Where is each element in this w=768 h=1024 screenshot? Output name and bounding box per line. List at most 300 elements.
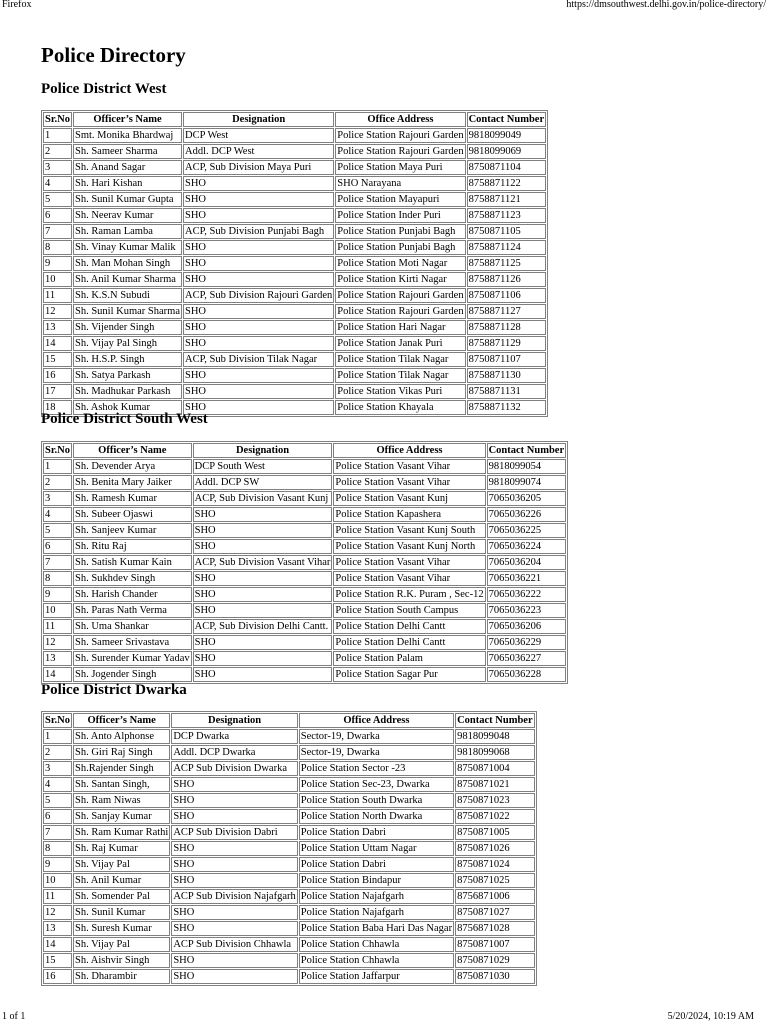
- cell-contact-number: 8750871023: [455, 793, 535, 808]
- cell-designation: SHO: [183, 336, 334, 351]
- cell-designation: ACP, Sub Division Delhi Cantt.: [193, 619, 333, 634]
- cell-officer-name: Sh. Vijay Pal: [73, 937, 170, 952]
- cell-contact-number: 9818099069: [467, 144, 547, 159]
- cell-office-address: Police Station Rajouri Garden: [337, 306, 464, 317]
- cell-officer-name: Sh. Hari Kishan: [73, 176, 182, 191]
- cell-officer-name: Sh. Vinay Kumar Malik: [73, 240, 182, 255]
- table-row: [43, 176, 546, 191]
- table-row: [43, 523, 566, 538]
- cell-designation: DCP South West: [193, 459, 333, 474]
- cell-office-address: Police Station Dabri: [299, 857, 454, 872]
- cell-sr-no: 3: [43, 491, 72, 506]
- cell-officer-name: Sh. Madhukar Parkash: [73, 384, 182, 399]
- cell-sr-no: 2: [43, 475, 72, 490]
- cell-office-address: Police Station Rajouri Garden: [337, 290, 464, 301]
- cell-officer-name: Sh. Ritu Raj: [73, 539, 192, 554]
- cell-sr-no: 8: [43, 571, 72, 586]
- cell-office-address: Sector-19, Dwarka: [299, 745, 454, 760]
- table-row: [43, 304, 546, 319]
- cell-contact-number: 8758871122: [467, 176, 547, 191]
- cell-officer-name: Sh. Sukhdev Singh: [73, 571, 192, 586]
- cell-sr-no: 10: [43, 873, 72, 888]
- cell-designation: SHO: [171, 809, 297, 824]
- cell-officer-name: Sh. Uma Shankar: [73, 619, 192, 634]
- cell-office-address: Police Station Delhi Cantt: [333, 635, 485, 650]
- cell-designation: SHO: [193, 603, 333, 618]
- cell-office-address: Police Station Palam: [333, 651, 485, 666]
- table-row: [43, 539, 566, 554]
- cell-officer-name: Sh. Sunil Kumar Sharma: [75, 306, 180, 317]
- table-row: [43, 841, 535, 856]
- column-header-contact-number: Contact Number: [457, 715, 533, 726]
- cell-contact-number: 7065036226: [487, 507, 567, 522]
- cell-contact-number: 8756871006: [455, 889, 535, 904]
- cell-office-address: Police Station Vasant Kunj North: [333, 539, 485, 554]
- cell-designation: SHO: [183, 384, 334, 399]
- cell-office-address: Police Station Kirti Nagar: [335, 272, 465, 287]
- cell-officer-name: Sh. Sanjay Kumar: [73, 809, 170, 824]
- cell-office-address: Police Station Chhawla: [299, 937, 454, 952]
- cell-contact-number: 8750871025: [455, 873, 535, 888]
- cell-designation: SHO: [171, 841, 297, 856]
- cell-designation: Addl. DCP Dwarka: [171, 745, 297, 760]
- cell-designation: Addl. DCP SW: [193, 475, 333, 490]
- table-row: [43, 555, 566, 570]
- table-row: [43, 761, 535, 776]
- cell-officer-name: Sh. Subeer Ojaswi: [73, 507, 192, 522]
- cell-designation: SHO: [183, 176, 334, 191]
- cell-officer-name: Sh. Ram Kumar Rathi: [75, 827, 169, 838]
- cell-contact-number: 7065036224: [487, 539, 567, 554]
- cell-officer-name: Sh. Surender Kumar Yadav: [75, 653, 190, 664]
- table-row: [43, 571, 566, 586]
- cell-designation: ACP Sub Division Najafgarh: [173, 891, 296, 902]
- cell-contact-number: 8750871021: [455, 777, 535, 792]
- cell-sr-no: 6: [43, 208, 72, 223]
- cell-sr-no: 4: [43, 777, 72, 792]
- cell-contact-number: 8758871130: [467, 368, 547, 383]
- cell-office-address: Police Station North Dwarka: [299, 809, 454, 824]
- cell-office-address: Police Station Vasant Vihar: [333, 555, 485, 570]
- cell-designation: SHO: [171, 953, 297, 968]
- table-row: [43, 777, 535, 792]
- cell-officer-name: Sh. Anil Kumar: [73, 873, 170, 888]
- cell-designation: ACP, Sub Division Tilak Nagar: [183, 352, 334, 367]
- cell-office-address: Police Station Vasant Kunj South: [333, 523, 485, 538]
- cell-sr-no: 13: [43, 651, 72, 666]
- cell-office-address: Police Station Tilak Nagar: [335, 368, 465, 383]
- cell-contact-number: 8750871027: [455, 905, 535, 920]
- cell-designation: SHO: [193, 523, 333, 538]
- table-row: [43, 507, 566, 522]
- cell-contact-number: 8758871128: [467, 320, 547, 335]
- cell-office-address: Police Station Vikas Puri: [335, 384, 465, 399]
- cell-sr-no: 8: [43, 841, 72, 856]
- cell-contact-number: 7065036225: [487, 523, 567, 538]
- table-row: [43, 857, 535, 872]
- cell-officer-name: Sh. Somender Pal: [73, 889, 170, 904]
- cell-designation: SHO: [171, 921, 297, 936]
- cell-designation: ACP, Sub Division Punjabi Bagh: [183, 224, 334, 239]
- table-header-row: [43, 713, 535, 728]
- cell-officer-name: Sh. Ashok Kumar: [73, 400, 182, 415]
- cell-designation: SHO: [171, 969, 297, 984]
- table-row: [43, 745, 535, 760]
- cell-office-address: Police Station South Campus: [333, 603, 485, 618]
- cell-sr-no: 12: [43, 635, 72, 650]
- cell-sr-no: 11: [43, 288, 72, 303]
- cell-designation: SHO: [171, 873, 297, 888]
- cell-contact-number: 7065036229: [487, 635, 567, 650]
- cell-sr-no: 2: [43, 745, 72, 760]
- cell-officer-name: Sh. Suresh Kumar: [73, 921, 170, 936]
- cell-office-address: Police Station Vasant Vihar: [333, 459, 485, 474]
- cell-contact-number: 8750871005: [455, 825, 535, 840]
- cell-sr-no: 11: [43, 619, 72, 634]
- cell-contact-number: 7065036206: [487, 619, 567, 634]
- cell-office-address: Police Station Baba Hari Das Nagar: [300, 923, 453, 934]
- cell-officer-name: Sh. Paras Nath Verma: [73, 603, 192, 618]
- column-header-sr-no: Sr.No: [45, 445, 70, 456]
- cell-officer-name: Sh. Sanjeev Kumar: [73, 523, 192, 538]
- cell-sr-no: 7: [43, 224, 72, 239]
- cell-sr-no: 9: [43, 587, 72, 602]
- cell-officer-name: Sh. Ramesh Kumar: [73, 491, 192, 506]
- cell-contact-number: 9818099068: [455, 745, 535, 760]
- table-row: [43, 459, 566, 474]
- cell-sr-no: 14: [43, 667, 72, 682]
- cell-officer-name: Sh. K.S.N Subudi: [73, 288, 182, 303]
- cell-contact-number: 8750871105: [467, 224, 547, 239]
- cell-contact-number: 8758871126: [467, 272, 547, 287]
- cell-office-address: Police Station Janak Puri: [335, 336, 465, 351]
- cell-office-address: Police Station Chhawla: [299, 953, 454, 968]
- cell-contact-number: 8756871028: [455, 921, 535, 936]
- cell-contact-number: 8750871026: [455, 841, 535, 856]
- cell-sr-no: 2: [43, 144, 72, 159]
- cell-officer-name: Sh. Anand Sagar: [73, 160, 182, 175]
- cell-office-address: Police Station Najafgarh: [299, 905, 454, 920]
- cell-contact-number: 8750871004: [455, 761, 535, 776]
- cell-officer-name: Sh. Satya Parkash: [73, 368, 182, 383]
- table-row: [43, 667, 566, 682]
- cell-designation: Addl. DCP West: [183, 144, 334, 159]
- cell-contact-number: 7065036223: [487, 603, 567, 618]
- cell-contact-number: 8750871107: [467, 352, 547, 367]
- table-header-row: [43, 112, 546, 127]
- cell-office-address: Police Station Khayala: [335, 400, 465, 415]
- table-row: [43, 240, 546, 255]
- cell-contact-number: 9818099054: [487, 459, 567, 474]
- table-row: [43, 336, 546, 351]
- table-row: [43, 937, 535, 952]
- cell-officer-name: Sh. Sameer Sharma: [73, 144, 182, 159]
- table-row: [43, 192, 546, 207]
- column-header-office-address: Office Address: [299, 713, 454, 728]
- cell-sr-no: 13: [43, 921, 72, 936]
- cell-designation: SHO: [183, 256, 334, 271]
- print-footer: [0, 1010, 768, 1024]
- cell-officer-name: Sh. Santan Singh,: [73, 777, 170, 792]
- cell-office-address: Police Station Jaffarpur: [299, 969, 454, 984]
- cell-officer-name: Sh. Aishvir Singh: [73, 953, 170, 968]
- table-row: [43, 475, 566, 490]
- cell-officer-name: Sh. Devender Arya: [73, 459, 192, 474]
- directory-table-south-west: [41, 441, 568, 684]
- table-row: [43, 873, 535, 888]
- cell-officer-name: Sh. Satish Kumar Kain: [73, 555, 192, 570]
- cell-office-address: Police Station Inder Puri: [335, 208, 465, 223]
- cell-officer-name: Smt. Monika Bhardwaj: [73, 128, 182, 143]
- cell-sr-no: 1: [43, 729, 72, 744]
- table-row: [43, 905, 535, 920]
- cell-sr-no: 12: [43, 304, 72, 319]
- cell-contact-number: 7065036204: [487, 555, 567, 570]
- cell-officer-name: Sh. Vijay Pal: [73, 857, 170, 872]
- cell-sr-no: 6: [43, 809, 72, 824]
- cell-officer-name: Sh. Ram Niwas: [73, 793, 170, 808]
- cell-designation: SHO: [193, 587, 333, 602]
- table-row: [43, 224, 546, 239]
- cell-contact-number: 8758871127: [467, 304, 547, 319]
- cell-designation: SHO: [171, 793, 297, 808]
- cell-office-address: Police Station Vasant Vihar: [333, 475, 485, 490]
- cell-office-address: Police Station Moti Nagar: [335, 256, 465, 271]
- table-header-row: [43, 443, 566, 458]
- cell-officer-name: Sh. Sunil Kumar: [73, 905, 170, 920]
- cell-officer-name: Sh. Anto Alphonse: [73, 729, 170, 744]
- cell-sr-no: 16: [43, 368, 72, 383]
- cell-officer-name: Sh. Sunil Kumar Gupta: [73, 192, 182, 207]
- table-row: [43, 809, 535, 824]
- cell-contact-number: 8750871024: [455, 857, 535, 872]
- cell-designation: SHO: [193, 507, 333, 522]
- cell-sr-no: 18: [43, 400, 72, 415]
- table-row: [43, 793, 535, 808]
- cell-contact-number: 8758871132: [467, 400, 547, 415]
- cell-office-address: Police Station Dabri: [299, 825, 454, 840]
- cell-sr-no: 1: [43, 128, 72, 143]
- print-header: [0, 0, 768, 12]
- cell-sr-no: 15: [43, 953, 72, 968]
- cell-contact-number: 8758871121: [467, 192, 547, 207]
- cell-designation: SHO: [183, 272, 334, 287]
- cell-contact-number: 9818099074: [487, 475, 567, 490]
- cell-designation: SHO: [193, 571, 333, 586]
- cell-office-address: Police Station Sector -23: [299, 761, 454, 776]
- cell-sr-no: 8: [43, 240, 72, 255]
- column-header-contact-number: Contact Number: [488, 445, 565, 456]
- cell-sr-no: 3: [43, 761, 72, 776]
- cell-office-address: SHO Narayana: [335, 176, 465, 191]
- cell-contact-number: 8750871022: [455, 809, 535, 824]
- cell-designation: ACP, Sub Division Vasant Kunj: [193, 491, 333, 506]
- cell-sr-no: 5: [43, 192, 72, 207]
- column-header-sr-no: Sr.No: [45, 715, 70, 726]
- cell-designation: ACP, Sub Division Maya Puri: [183, 160, 334, 175]
- column-header-designation: Designation: [193, 443, 333, 458]
- cell-office-address: Police Station Bindapur: [299, 873, 454, 888]
- table-row: [43, 352, 546, 367]
- page-count: 1 of 1: [2, 1011, 26, 1022]
- column-header-office-address: Office Address: [333, 443, 485, 458]
- page-url: https://dmsouthwest.delhi.gov.in/police-directory/: [566, 0, 766, 10]
- section-title-south-west: Police District South West: [41, 411, 208, 427]
- section-title-dwarka: Police District Dwarka: [41, 682, 187, 698]
- table-row: [43, 128, 546, 143]
- cell-designation: SHO: [183, 192, 334, 207]
- cell-sr-no: 9: [43, 256, 72, 271]
- table-row: [43, 953, 535, 968]
- cell-designation: ACP Sub Division Dabri: [171, 825, 297, 840]
- cell-office-address: Sector-19, Dwarka: [299, 729, 454, 744]
- cell-sr-no: 13: [43, 320, 72, 335]
- cell-designation: SHO: [193, 667, 333, 682]
- column-header-office-address: Office Address: [335, 112, 465, 127]
- cell-sr-no: 10: [43, 272, 72, 287]
- directory-table-west: [41, 110, 548, 417]
- table-row: [43, 889, 535, 904]
- table-row: [43, 969, 535, 984]
- column-header-contact-number: Contact Number: [468, 114, 545, 125]
- cell-contact-number: 8750871029: [455, 953, 535, 968]
- cell-contact-number: 7065036227: [487, 651, 567, 666]
- cell-office-address: Police Station Uttam Nagar: [299, 841, 454, 856]
- cell-contact-number: 8758871131: [467, 384, 547, 399]
- cell-officer-name: Sh. Dharambir: [73, 969, 170, 984]
- cell-sr-no: 4: [43, 176, 72, 191]
- cell-designation: SHO: [193, 651, 333, 666]
- table-row: [43, 729, 535, 744]
- cell-office-address: Police Station R.K. Puram , Sec-12: [335, 589, 484, 600]
- table-row: [43, 288, 546, 303]
- cell-officer-name: Sh. Harish Chander: [73, 587, 192, 602]
- cell-contact-number: 7065036205: [487, 491, 567, 506]
- cell-office-address: Police Station Rajouri Garden: [337, 146, 464, 157]
- cell-sr-no: 14: [43, 937, 72, 952]
- column-header-officer-name: Officer’s Name: [73, 443, 192, 458]
- cell-designation: ACP, Sub Division Vasant Vihar: [194, 557, 331, 568]
- cell-designation: SHO: [171, 777, 297, 792]
- table-row: [43, 635, 566, 650]
- cell-office-address: Police Station Rajouri Garden: [337, 130, 464, 141]
- cell-contact-number: 7065036228: [487, 667, 567, 682]
- cell-officer-name: Sh. Raman Lamba: [73, 224, 182, 239]
- table-row: [43, 368, 546, 383]
- directory-table-dwarka: [41, 711, 537, 986]
- cell-office-address: Police Station Delhi Cantt: [333, 619, 485, 634]
- print-datetime: 5/20/2024, 10:19 AM: [667, 1011, 754, 1022]
- cell-sr-no: 3: [43, 160, 72, 175]
- cell-designation: SHO: [183, 240, 334, 255]
- cell-sr-no: 17: [43, 384, 72, 399]
- table-row: [43, 384, 546, 399]
- cell-sr-no: 7: [43, 825, 72, 840]
- table-row: [43, 272, 546, 287]
- cell-sr-no: 12: [43, 905, 72, 920]
- cell-sr-no: 14: [43, 336, 72, 351]
- cell-office-address: Police Station Punjabi Bagh: [335, 224, 465, 239]
- cell-designation: ACP, Sub Division Rajouri Garden: [185, 290, 333, 301]
- cell-designation: ACP Sub Division Chhawla: [171, 937, 297, 952]
- cell-designation: SHO: [183, 368, 334, 383]
- cell-officer-name: Sh.Rajender Singh: [73, 761, 170, 776]
- table-row: [43, 160, 546, 175]
- cell-contact-number: 8758871125: [467, 256, 547, 271]
- cell-sr-no: 5: [43, 523, 72, 538]
- cell-officer-name: Sh. Benita Mary Jaiker: [73, 475, 192, 490]
- cell-sr-no: 6: [43, 539, 72, 554]
- cell-officer-name: Sh. H.S.P. Singh: [73, 352, 182, 367]
- column-header-designation: Designation: [183, 112, 334, 127]
- cell-officer-name: Sh. Sameer Srivastava: [73, 635, 192, 650]
- table-row: [43, 603, 566, 618]
- cell-office-address: Police Station South Dwarka: [299, 793, 454, 808]
- table-row: [43, 144, 546, 159]
- cell-sr-no: 5: [43, 793, 72, 808]
- cell-officer-name: Sh. Jogender Singh: [73, 667, 192, 682]
- cell-office-address: Police Station Punjabi Bagh: [335, 240, 465, 255]
- cell-contact-number: 8750871030: [455, 969, 535, 984]
- cell-office-address: Police Station Maya Puri: [335, 160, 465, 175]
- cell-designation: SHO: [183, 304, 334, 319]
- cell-contact-number: 8750871007: [455, 937, 535, 952]
- cell-contact-number: 9818099049: [467, 128, 547, 143]
- cell-contact-number: 8750871104: [467, 160, 547, 175]
- cell-sr-no: 7: [43, 555, 72, 570]
- cell-officer-name: Sh. Anil Kumar Sharma: [73, 272, 182, 287]
- cell-office-address: Police Station Sec-23, Dwarka: [299, 777, 454, 792]
- cell-officer-name: Sh. Vijender Singh: [73, 320, 182, 335]
- cell-officer-name: Sh. Man Mohan Singh: [73, 256, 182, 271]
- cell-contact-number: 7065036221: [487, 571, 567, 586]
- cell-designation: SHO: [193, 539, 333, 554]
- cell-office-address: Police Station Mayapuri: [335, 192, 465, 207]
- cell-designation: DCP West: [183, 128, 334, 143]
- cell-contact-number: 8750871106: [467, 288, 547, 303]
- cell-sr-no: 1: [43, 459, 72, 474]
- cell-sr-no: 16: [43, 969, 72, 984]
- browser-name: Firefox: [2, 0, 32, 10]
- cell-officer-name: Sh. Raj Kumar: [73, 841, 170, 856]
- column-header-officer-name: Officer’s Name: [73, 112, 182, 127]
- table-row: [43, 587, 566, 602]
- column-header-officer-name: Officer’s Name: [73, 713, 170, 728]
- cell-designation: SHO: [183, 208, 334, 223]
- cell-designation: ACP Sub Division Dwarka: [171, 761, 297, 776]
- table-row: [43, 208, 546, 223]
- cell-sr-no: 11: [43, 889, 72, 904]
- table-row: [43, 619, 566, 634]
- column-header-sr-no: Sr.No: [45, 114, 70, 125]
- cell-office-address: Police Station Vasant Vihar: [333, 571, 485, 586]
- cell-designation: SHO: [171, 857, 297, 872]
- cell-contact-number: 8758871123: [467, 208, 547, 223]
- cell-designation: SHO: [193, 635, 333, 650]
- cell-contact-number: 8758871129: [467, 336, 547, 351]
- cell-sr-no: 9: [43, 857, 72, 872]
- cell-designation: SHO: [183, 400, 334, 415]
- cell-contact-number: 7065036222: [487, 587, 567, 602]
- table-row: [43, 491, 566, 506]
- table-row: [43, 825, 535, 840]
- cell-office-address: Police Station Najafgarh: [299, 889, 454, 904]
- cell-officer-name: Sh. Vijay Pal Singh: [73, 336, 182, 351]
- cell-office-address: Police Station Tilak Nagar: [335, 352, 465, 367]
- cell-office-address: Police Station Kapashera: [333, 507, 485, 522]
- cell-sr-no: 10: [43, 603, 72, 618]
- table-row: [43, 651, 566, 666]
